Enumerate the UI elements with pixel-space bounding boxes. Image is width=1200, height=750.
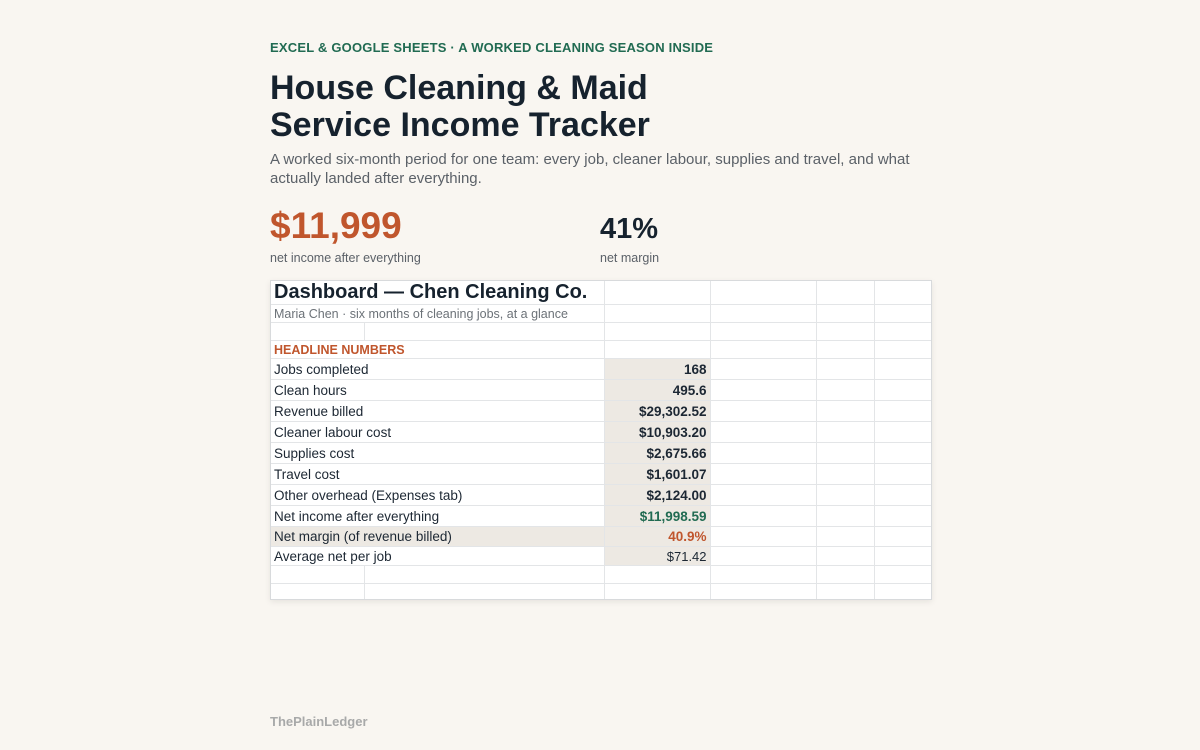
row-label-cell[interactable] <box>271 547 604 566</box>
empty-cell[interactable] <box>874 422 931 443</box>
empty-cell[interactable] <box>710 485 816 506</box>
empty-cell[interactable] <box>710 305 816 323</box>
empty-cell[interactable] <box>271 584 364 601</box>
value-hours[interactable]: 495.6 <box>604 380 710 401</box>
empty-cell[interactable] <box>710 401 816 422</box>
empty-cell[interactable] <box>874 464 931 485</box>
spreadsheet-preview <box>270 280 932 600</box>
empty-cell[interactable] <box>710 566 816 584</box>
row-label-overhead: Other overhead (Expenses tab) <box>274 487 463 503</box>
net-margin-stat: 41% <box>600 213 659 245</box>
value-net-income[interactable]: $11,998.59 <box>604 506 710 527</box>
empty-cell[interactable] <box>271 323 364 341</box>
empty-cell[interactable] <box>604 341 710 359</box>
empty-cell[interactable] <box>816 566 874 584</box>
empty-cell[interactable] <box>604 305 710 323</box>
row-label-net-margin: Net margin (of revenue billed) <box>274 529 452 544</box>
empty-cell[interactable] <box>874 485 931 506</box>
empty-cell[interactable] <box>816 323 874 341</box>
net-margin-stat-label: net margin <box>600 251 660 265</box>
empty-cell[interactable] <box>604 323 710 341</box>
section-header-cell[interactable] <box>271 341 604 359</box>
sheet-title-cell[interactable] <box>271 281 604 305</box>
empty-cell[interactable] <box>816 584 874 601</box>
value-jobs[interactable]: 168 <box>604 359 710 380</box>
empty-cell[interactable] <box>816 527 874 547</box>
row-label-revenue: Revenue billed <box>274 403 364 419</box>
empty-cell[interactable] <box>874 359 931 380</box>
empty-cell[interactable] <box>604 566 710 584</box>
empty-cell[interactable] <box>874 323 931 341</box>
empty-cell[interactable] <box>816 281 874 305</box>
empty-cell[interactable] <box>874 547 931 566</box>
empty-cell[interactable] <box>874 341 931 359</box>
value-net-margin[interactable]: 40.9% <box>604 527 710 547</box>
empty-cell[interactable] <box>364 584 604 601</box>
empty-cell[interactable] <box>710 547 816 566</box>
empty-cell[interactable] <box>816 422 874 443</box>
value-labour[interactable]: $10,903.20 <box>604 422 710 443</box>
empty-cell[interactable] <box>710 527 816 547</box>
empty-cell[interactable] <box>816 443 874 464</box>
empty-cell[interactable] <box>816 506 874 527</box>
sheet-subtitle-cell[interactable] <box>271 305 604 323</box>
empty-cell[interactable] <box>271 566 364 584</box>
empty-cell[interactable] <box>874 281 931 305</box>
empty-cell[interactable] <box>874 380 931 401</box>
empty-cell[interactable] <box>604 584 710 601</box>
value-avg-net[interactable]: $71.42 <box>604 547 710 566</box>
row-label-cell[interactable] <box>271 527 604 547</box>
row-label-cell[interactable] <box>271 485 604 506</box>
row-label-cell[interactable] <box>271 380 604 401</box>
value-revenue[interactable]: $29,302.52 <box>604 401 710 422</box>
empty-cell[interactable] <box>364 323 604 341</box>
empty-cell[interactable] <box>816 464 874 485</box>
empty-cell[interactable] <box>816 359 874 380</box>
sheet-subtitle: Maria Chen · six months of cleaning jobs, at a glance <box>274 307 568 321</box>
empty-cell[interactable] <box>874 584 931 601</box>
page-title: House Cleaning & Maid Service Income Tracker <box>270 69 650 144</box>
empty-cell[interactable] <box>816 547 874 566</box>
empty-cell[interactable] <box>816 401 874 422</box>
row-label-avg-net: Average net per job <box>274 548 392 564</box>
row-label-cell[interactable] <box>271 443 604 464</box>
empty-cell[interactable] <box>816 341 874 359</box>
value-travel[interactable]: $1,601.07 <box>604 464 710 485</box>
page-subtitle: A worked six-month period for one team: every job, cleaner labour, supplies and travel, and what actually landed after everything. <box>270 151 910 187</box>
empty-cell[interactable] <box>710 281 816 305</box>
empty-cell[interactable] <box>816 305 874 323</box>
brand-footer: ThePlainLedger <box>270 714 368 729</box>
row-label-cell[interactable] <box>271 359 604 380</box>
empty-cell[interactable] <box>710 422 816 443</box>
empty-cell[interactable] <box>710 359 816 380</box>
empty-cell[interactable] <box>816 485 874 506</box>
empty-cell[interactable] <box>710 464 816 485</box>
net-income-stat-label: net income after everything <box>270 251 421 265</box>
sheet-title: Dashboard — Chen Cleaning Co. <box>274 281 588 303</box>
value-overhead[interactable]: $2,124.00 <box>604 485 710 506</box>
empty-cell[interactable] <box>710 380 816 401</box>
empty-cell[interactable] <box>874 305 931 323</box>
empty-cell[interactable] <box>816 380 874 401</box>
row-label-labour: Cleaner labour cost <box>274 424 392 440</box>
row-label-hours: Clean hours <box>274 382 347 398</box>
empty-cell[interactable] <box>364 566 604 584</box>
empty-cell[interactable] <box>874 527 931 547</box>
empty-cell[interactable] <box>874 443 931 464</box>
empty-cell[interactable] <box>874 506 931 527</box>
empty-cell[interactable] <box>710 443 816 464</box>
empty-cell[interactable] <box>874 566 931 584</box>
value-supplies[interactable]: $2,675.66 <box>604 443 710 464</box>
empty-cell[interactable] <box>874 401 931 422</box>
row-label-cell[interactable] <box>271 401 604 422</box>
row-label-net-income: Net income after everything <box>274 508 440 524</box>
empty-cell[interactable] <box>710 341 816 359</box>
empty-cell[interactable] <box>710 506 816 527</box>
net-income-stat: $11,999 <box>270 205 402 246</box>
spreadsheet-grid <box>271 281 931 600</box>
eyebrow-tagline: EXCEL & GOOGLE SHEETS · A WORKED CLEANING SEASON INSIDE <box>270 40 714 55</box>
empty-cell[interactable] <box>710 323 816 341</box>
row-label-supplies: Supplies cost <box>274 445 355 461</box>
empty-cell[interactable] <box>604 281 710 305</box>
row-label-jobs: Jobs completed <box>274 361 369 377</box>
row-label-travel: Travel cost <box>274 466 340 482</box>
empty-cell[interactable] <box>710 584 816 601</box>
row-label-cell[interactable] <box>271 464 604 485</box>
section-header: HEADLINE NUMBERS <box>274 343 405 357</box>
row-label-cell[interactable] <box>271 422 604 443</box>
row-label-cell[interactable] <box>271 506 604 527</box>
